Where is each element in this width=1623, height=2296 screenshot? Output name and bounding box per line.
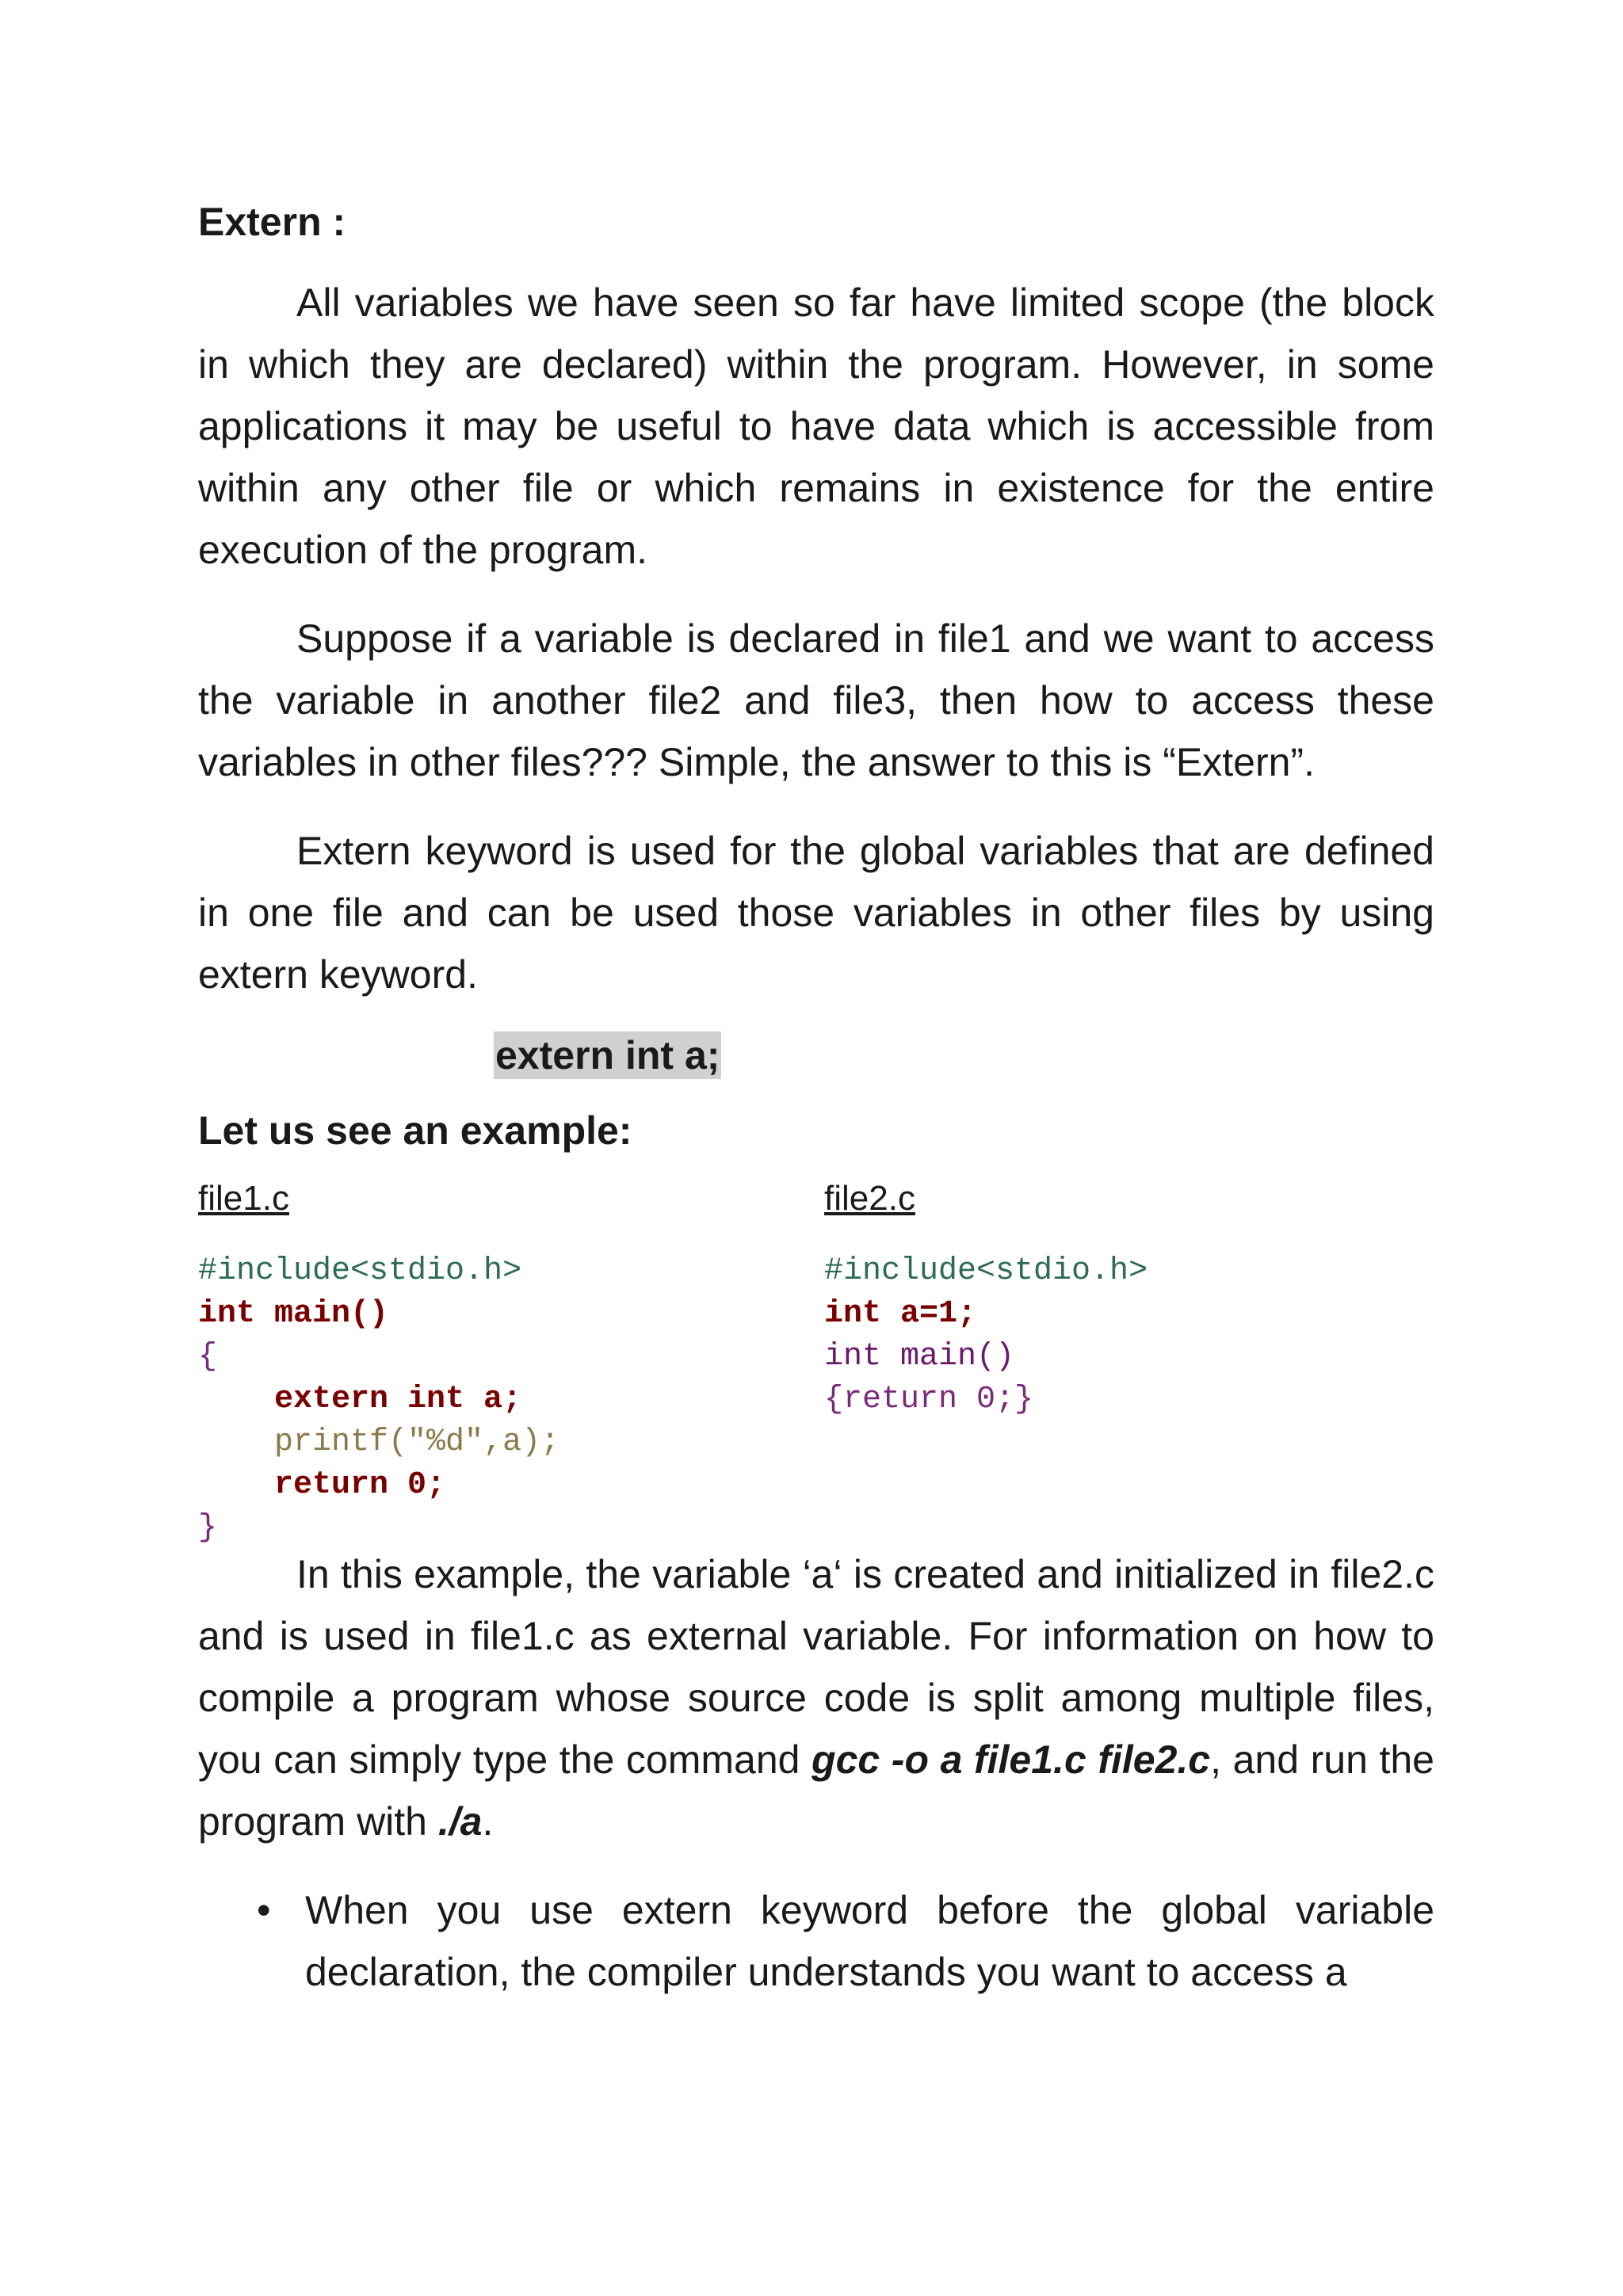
document-content — [198, 196, 1434, 2003]
file2-column — [824, 1179, 1395, 1421]
bullet-text: When you use extern keyword before the global variable declaration, the compiler understands you want to access a — [305, 1888, 1434, 1994]
example-heading: Let us see an example: — [198, 1108, 632, 1153]
paragraph-question: Suppose if a variable is declared in file1 and we want to access the variable in another file2 and file3, then how to access these variables in other files??? Simple, the answer to this is “Extern”. — [198, 616, 1434, 784]
code-line: int a=1; — [824, 1296, 977, 1332]
code-line: #include<stdio.h> — [198, 1253, 522, 1289]
code-line: int main() — [198, 1296, 389, 1332]
compile-command: gcc -o a file1.c file2.c — [812, 1737, 1211, 1782]
code-line: int main() — [824, 1339, 1015, 1375]
explanation-text: In this example, the variable ‘a‘ is created and initialized in file2.c and is used in file1.c as external variable. For information on how to compile a program whose source code is split among multiple files, you can simply type the command — [198, 1552, 1434, 1782]
paragraph-scope: All variables we have seen so far have limited scope (the block in which they are declared) within the program. However, in some applications it may be useful to have data which is accessible from within any other file or which remains in existence for the entire execution of the program. — [198, 280, 1434, 572]
code-line: #include<stdio.h> — [824, 1253, 1148, 1289]
run-command: ./a — [437, 1799, 483, 1844]
code-examples — [198, 1179, 1434, 1546]
code-line: {return 0;} — [824, 1382, 1034, 1417]
explanation-end: . — [482, 1799, 494, 1844]
code-line: printf("%d",a); — [274, 1425, 560, 1460]
file1-code — [198, 1250, 769, 1550]
file2-code — [824, 1250, 1395, 1421]
section-heading: Extern : — [198, 200, 346, 244]
paragraph-extern-keyword: Extern keyword is used for the global variables that are defined in one file and can be used those variables in other files by using extern keyword. — [198, 829, 1434, 997]
file1-column — [198, 1179, 769, 1550]
code-line: { — [198, 1339, 218, 1375]
bullet-item — [198, 1879, 1434, 2003]
bullet-dot-icon: • — [257, 1888, 271, 1932]
bullet-list — [198, 1879, 1434, 2003]
code-line: return 0; — [274, 1467, 446, 1503]
syntax-example-text: extern int a; — [495, 1033, 720, 1077]
file2-name: file2.c — [824, 1179, 915, 1218]
explanation-text-2: , and run the program with — [198, 1737, 1434, 1844]
file1-name: file1.c — [198, 1179, 289, 1218]
syntax-example — [494, 1032, 1434, 1078]
paragraph-explanation — [198, 1543, 1434, 1852]
code-line: extern int a; — [274, 1382, 522, 1417]
code-line: } — [198, 1510, 218, 1546]
